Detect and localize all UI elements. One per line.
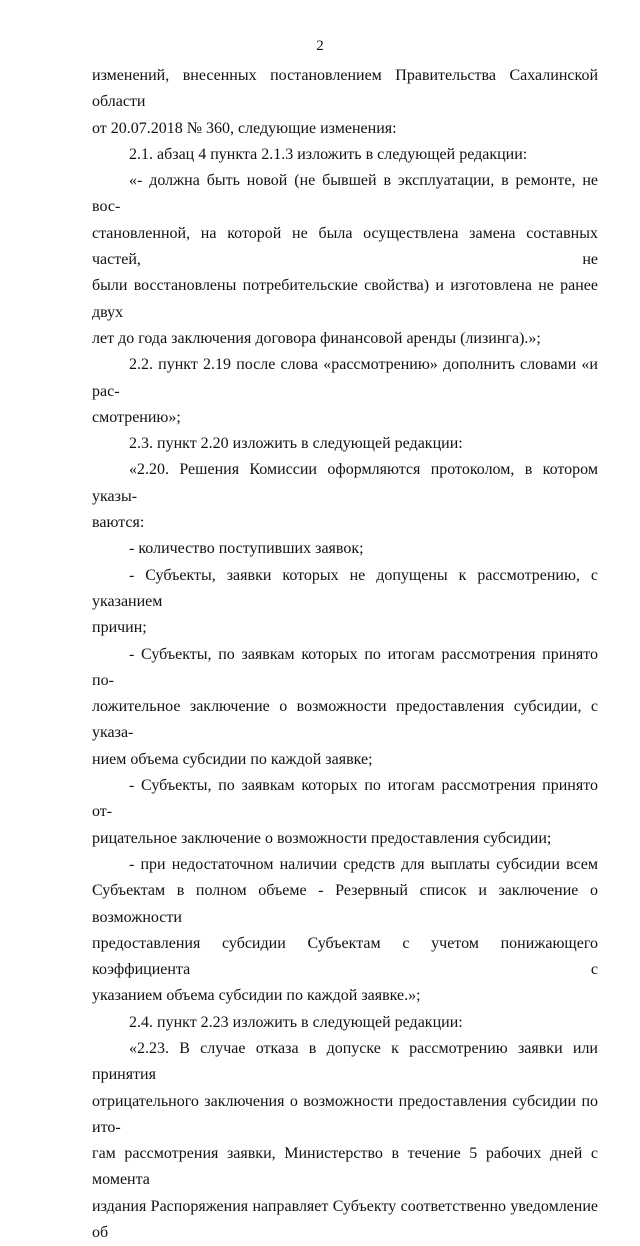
text-line: от 20.07.2018 № 360, следующие изменения:	[92, 119, 397, 137]
text-line: рицательное заключение о возможности предоставления субсидии;	[92, 829, 552, 847]
text-line: Субъектам в полном объеме - Резервный список и заключение о возможности	[92, 882, 598, 926]
text-line: «- должна быть новой (не бывшей в эксплуатации, в ремонте, не вос-	[92, 172, 598, 216]
text-line: нием объема субсидии по каждой заявке;	[92, 750, 373, 768]
text-line: причин;	[92, 619, 147, 637]
text-line: «2.23. В случае отказа в допуске к рассмотрению заявки или принятия	[92, 1039, 598, 1084]
text-line: - при недостаточном наличии средств для выплаты субсидии всем	[129, 855, 598, 873]
text-line: - Субъекты, по заявкам которых по итогам рассмотрения принято по-	[92, 645, 598, 689]
text-line: лет до года заключения договора финансовой аренды (лизинга).»;	[92, 329, 541, 347]
text-line: 2.3. пункт 2.20 изложить в следующей редакции:	[129, 435, 463, 453]
text-line: смотрению»;	[92, 408, 181, 426]
text-line: «2.20. Решения Комиссии оформляются протоколом, в котором указы-	[92, 461, 598, 505]
text-line: изменений, внесенных постановлением Правительства Сахалинской области	[92, 67, 598, 111]
text-line: были восстановлены потребительские свойства) и изготовлена не ранее двух	[92, 277, 598, 321]
text-line: 2.2. пункт 2.19 после слова «рассмотрению» дополнить словами «и рас-	[92, 356, 598, 400]
text-line: ложительное заключение о возможности предоставления субсидии, с указа-	[92, 698, 598, 742]
text-line: 2.4. пункт 2.23 изложить в следующей редакции:	[129, 1013, 463, 1031]
text-line: отрицательного заключения о возможности предоставления субсидии по ито-	[92, 1092, 598, 1136]
page-number: 2	[316, 38, 324, 54]
text-line: становленной, на которой не была осуществлена замена составных частей, не	[92, 224, 598, 269]
text-line: - Субъекты, по заявкам которых по итогам рассмотрения принято от-	[92, 777, 598, 821]
text-line: гам рассмотрения заявки, Министерство в течение 5 рабочих дней с момента	[92, 1145, 598, 1189]
text-line: 2.1. абзац 4 пункта 2.1.3 изложить в следующей редакции:	[129, 145, 528, 163]
text-line: ваются:	[92, 514, 145, 532]
text-line: предоставления субсидии Субъектам с учетом понижающего коэффициента с	[92, 934, 598, 979]
text-line: издания Распоряжения направляет Субъекту соответственно уведомление об	[92, 1197, 598, 1242]
text-line: указанием объема субсидии по каждой заявке.»;	[92, 987, 421, 1005]
text-line: - Субъекты, заявки которых не допущены к рассмотрению, с указанием	[92, 566, 598, 610]
document-body	[92, 63, 598, 1246]
text-line: - количество поступивших заявок;	[129, 540, 364, 558]
